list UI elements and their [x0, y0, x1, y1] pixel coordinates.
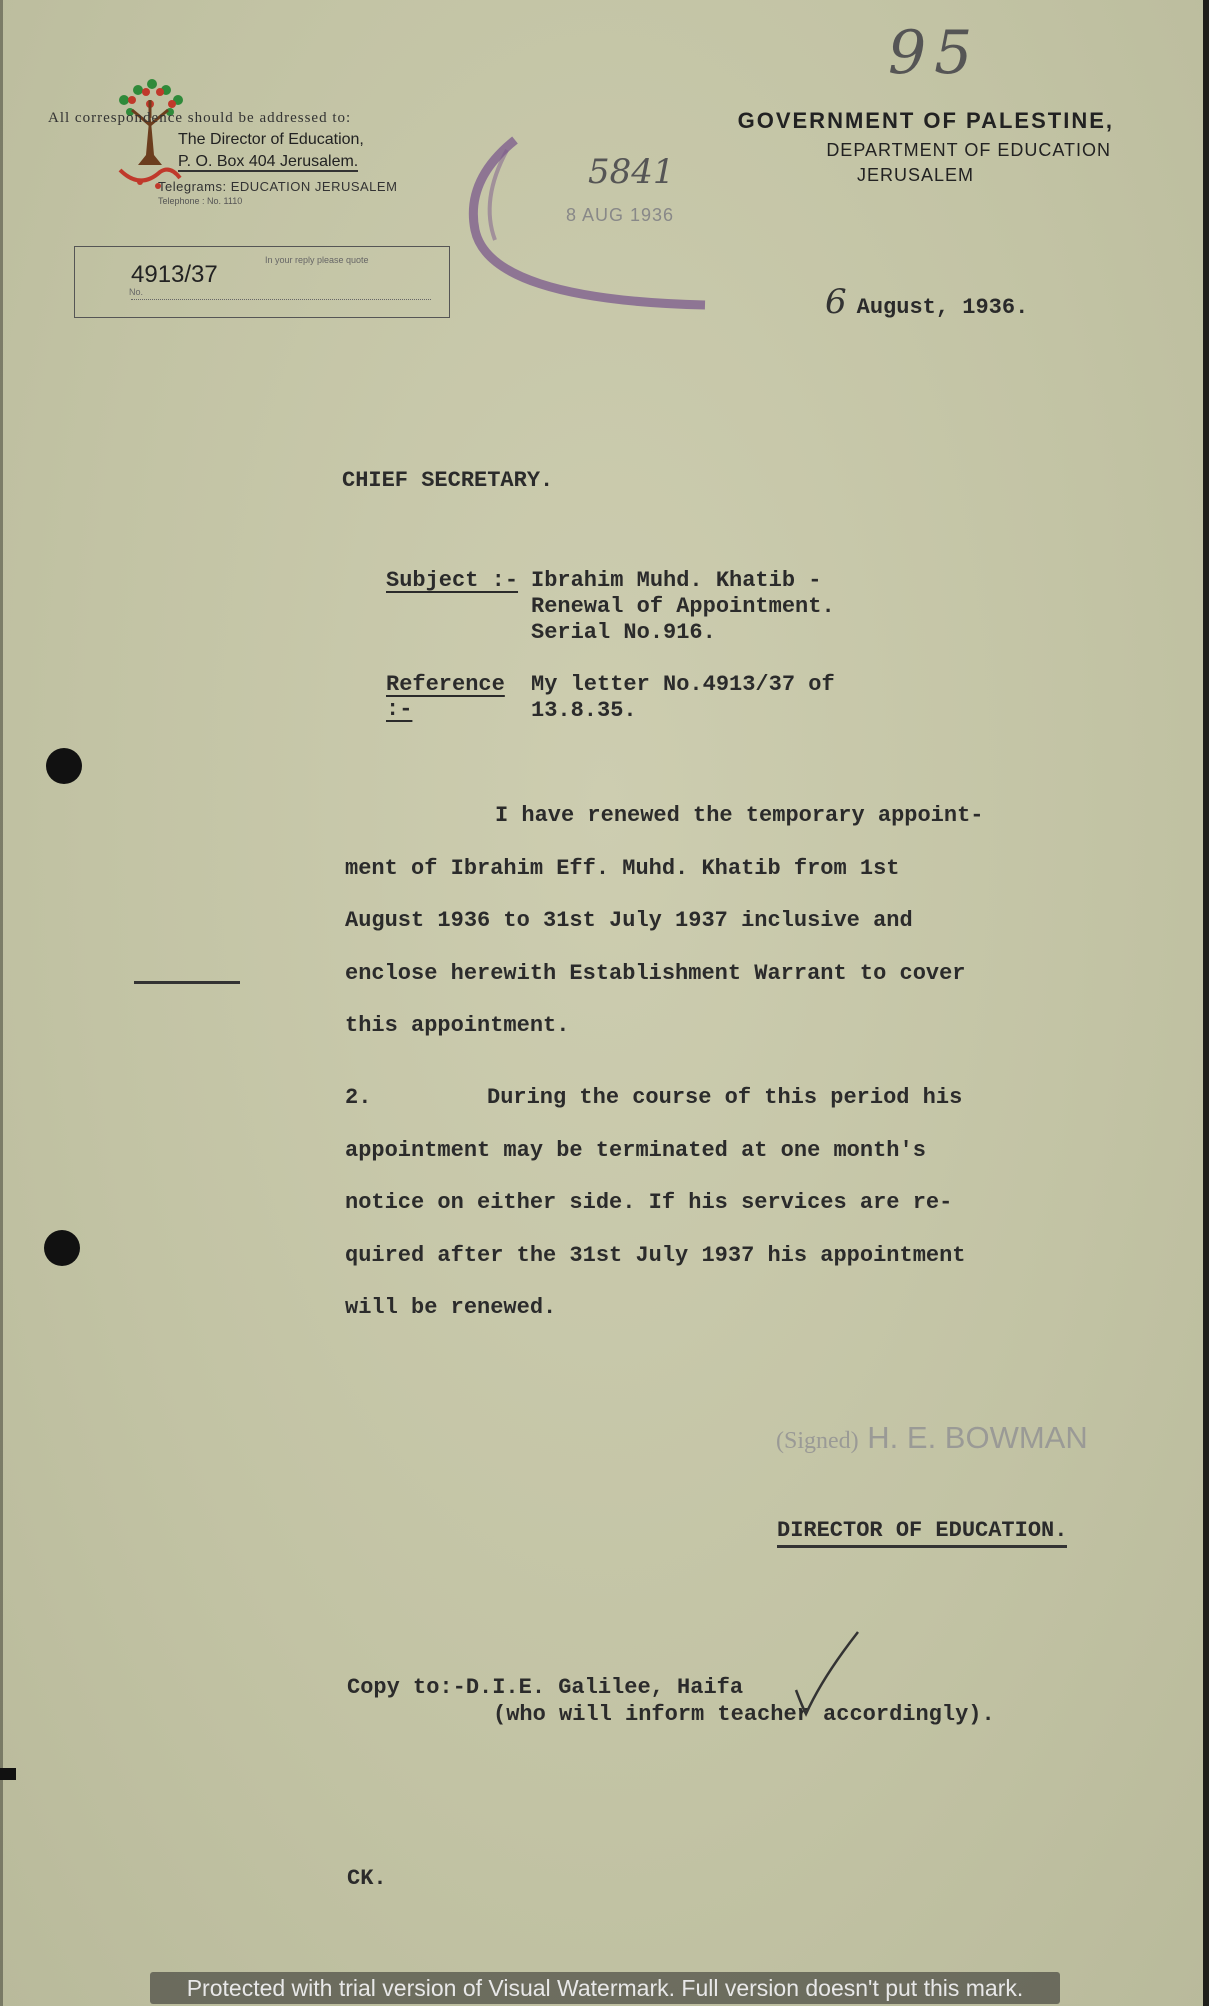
signature-stamp: [776, 1420, 1088, 1456]
reply-label: No.: [129, 287, 144, 297]
date-rest: August, 1936.: [856, 295, 1029, 320]
paragraph-2: [345, 1072, 1065, 1335]
department-title: DEPARTMENT OF EDUCATION: [826, 140, 1111, 160]
copy-to-line-2: (who will inform teacher accordingly).: [493, 1702, 995, 1727]
p1-line-4: enclose herewith Establishment Warrant to cover: [345, 960, 966, 986]
subject-line-1: Ibrahim Muhd. Khatib -: [531, 568, 822, 593]
addressee-title: The Director of Education,: [178, 131, 364, 148]
p2-line-4: quired after the 31st July 1937 his appointment: [345, 1242, 966, 1268]
p1-line-5: this appointment.: [345, 1013, 570, 1038]
p2-line-2: appointment may be terminated at one month's: [345, 1137, 926, 1163]
margin-mark: [134, 981, 240, 984]
p2-line-3: notice on either side. If his services are re-: [345, 1190, 953, 1215]
p1-line-3: August 1936 to 31st July 1937 inclusive and: [345, 908, 913, 933]
checkmark-icon: [792, 1628, 862, 1718]
reference-line-2: 13.8.35.: [531, 698, 637, 723]
letterhead-right: [738, 108, 1114, 186]
edge-mark: [0, 1768, 16, 1780]
subject-block: [386, 568, 835, 646]
p1-line-2: ment of Ibrahim Eff. Muhd. Khatib from 1st: [345, 855, 900, 881]
reference-number: 4913/37: [131, 261, 218, 288]
paragraph-1: [345, 790, 1065, 1053]
letterhead-left: [48, 110, 478, 206]
date-day: 6: [825, 282, 847, 322]
government-title: GOVERNMENT OF PALESTINE,: [737, 108, 1114, 133]
handwritten-file-number: 5841: [588, 152, 675, 192]
p1-line-1: I have renewed the temporary appoint-: [495, 803, 984, 828]
received-stamp-date: 8 AUG 1936: [566, 205, 675, 225]
typist-initials: CK.: [347, 1866, 387, 1891]
reference-line-1: My letter No.4913/37 of: [531, 672, 835, 697]
copy-to-block: [347, 1675, 995, 1727]
copy-to-line-1: Copy to:-D.I.E. Galilee, Haifa: [347, 1675, 744, 1700]
subject-line-2: Renewal of Appointment.: [531, 594, 835, 619]
letter-date: [825, 282, 1028, 322]
city-title: JERUSALEM: [856, 165, 974, 185]
punch-hole: [44, 1230, 80, 1266]
signed-prefix: (Signed): [776, 1428, 859, 1454]
watermark-banner: Protected with trial version of Visual Watermark. Full version doesn't put this mark.: [150, 1972, 1060, 2004]
po-box: P. O. Box 404 Jerusalem.: [178, 153, 359, 170]
subject-label: Subject :-: [386, 568, 519, 593]
reply-prompt: In your reply please quote: [265, 255, 369, 265]
handwritten-page-number: 95: [888, 18, 981, 88]
reply-reference-box: [74, 246, 450, 318]
p2-line-1: During the course of this period his: [487, 1085, 963, 1110]
subject-line-3: Serial No.916.: [531, 620, 716, 645]
paragraph-number: 2.: [345, 1085, 372, 1110]
addressee: CHIEF SECRETARY.: [342, 468, 554, 493]
punch-hole: [46, 748, 82, 784]
dotted-line: [131, 299, 431, 300]
signatory-title: DIRECTOR OF EDUCATION.: [777, 1518, 1067, 1548]
page-edge-left: [0, 0, 3, 2006]
telegrams-line: Telegrams: EDUCATION JERUSALEM: [158, 179, 398, 194]
reference-label: Reference :-: [386, 672, 505, 722]
telephone-line: Telephone : No. 1110: [158, 196, 243, 206]
reference-block: [386, 672, 835, 724]
correspondence-line: All correspondence should be addressed to:: [48, 110, 352, 126]
p2-line-5: will be renewed.: [345, 1295, 557, 1320]
signatory-name: H. E. BOWMAN: [867, 1420, 1088, 1455]
page-edge-right: [1203, 0, 1209, 2006]
